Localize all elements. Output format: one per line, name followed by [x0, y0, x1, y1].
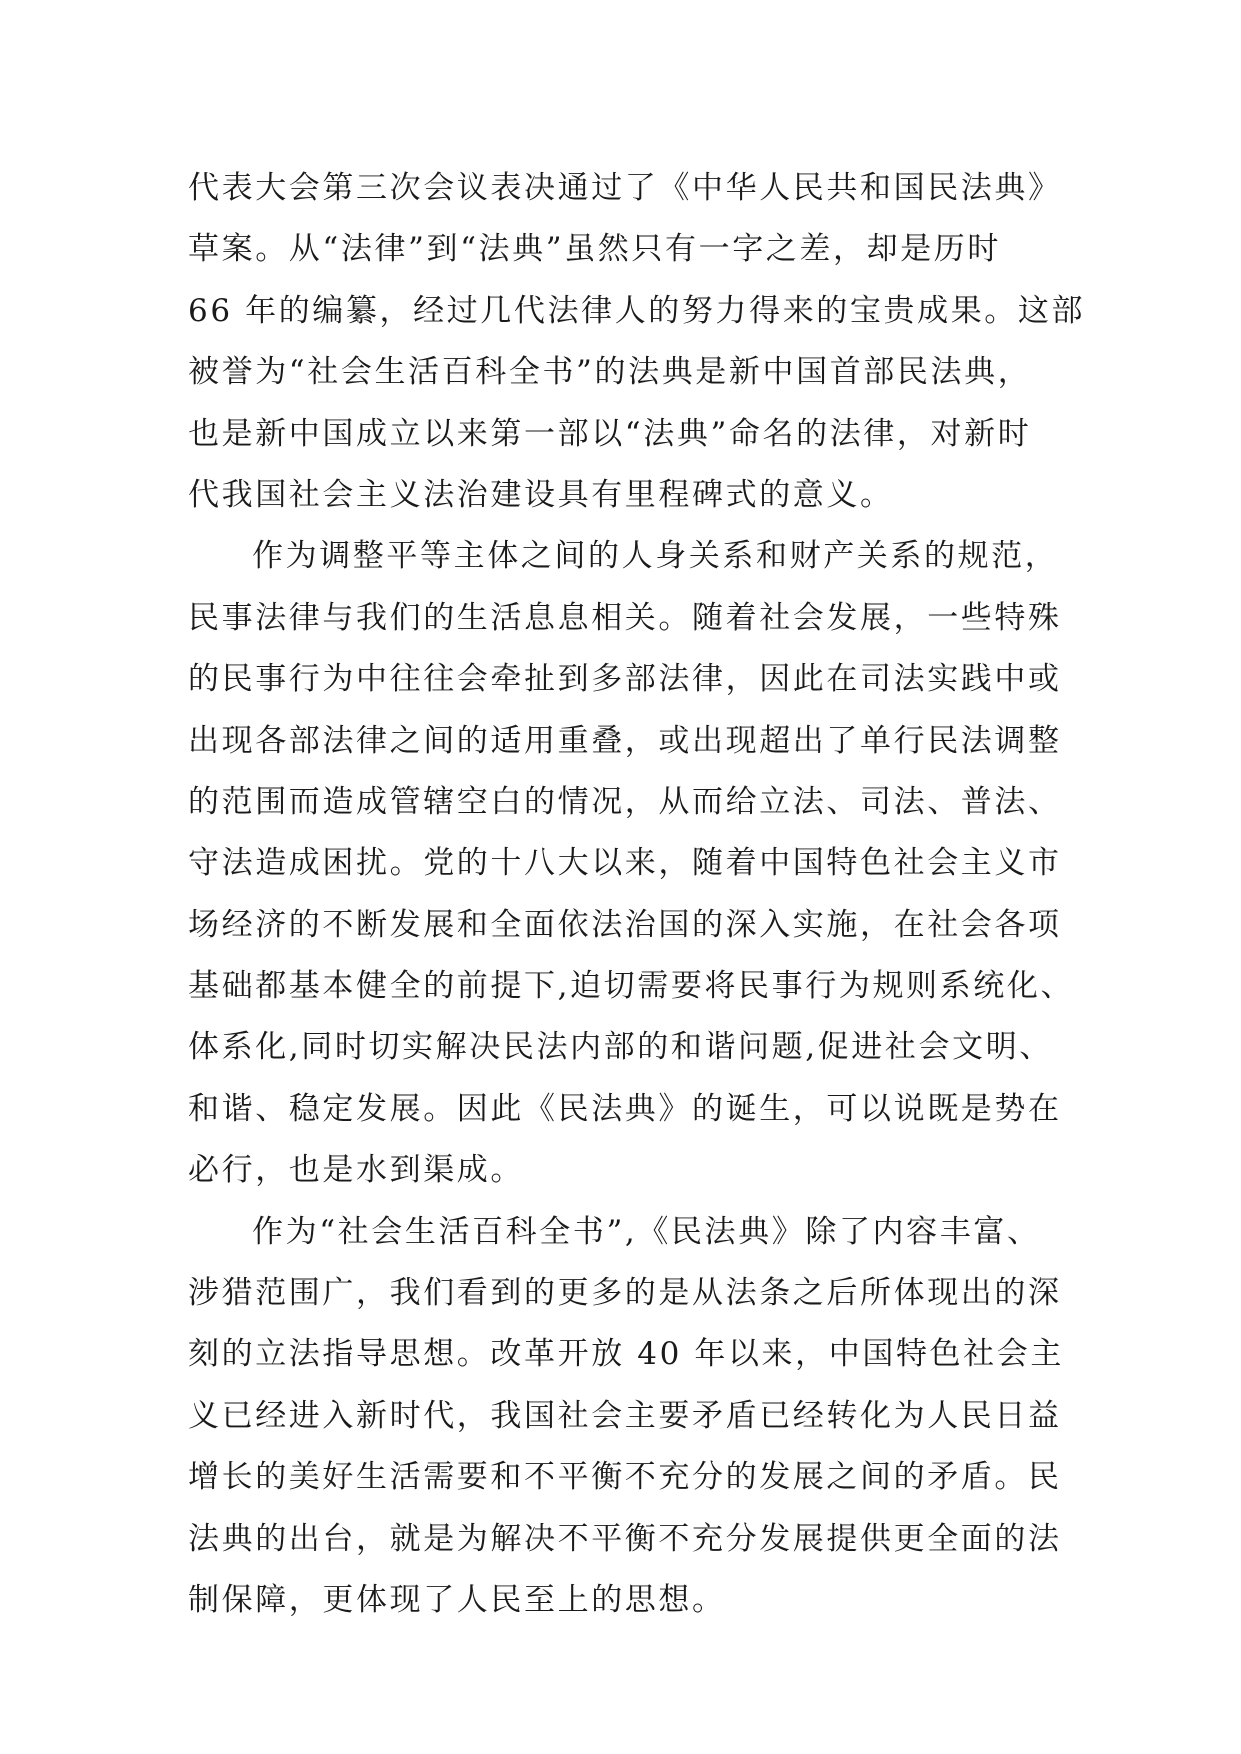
text-line: 民事法律与我们的生活息息相关。随着社会发展，一些特殊 [188, 599, 1062, 636]
text-line: 基础都基本健全的前提下,迫切需要将民事行为规则系统化、 [188, 968, 1075, 1005]
text-line: 代我国社会主义法治建设具有里程碑式的意义。 [188, 476, 894, 513]
text-line: 制保障，更体现了人民至上的思想。 [188, 1581, 726, 1618]
paragraph-first-line: 作为“社会生活百科全书”,《民法典》除了内容丰富、 [252, 1213, 1041, 1250]
text-line: 的范围而造成管辖空白的情况，从而给立法、司法、普法、 [188, 783, 1062, 820]
text-line: 和谐、稳定发展。因此《民法典》的诞生，可以说既是势在 [188, 1090, 1062, 1127]
text-line: 增长的美好生活需要和不平衡不充分的发展之间的矛盾。民 [188, 1459, 1062, 1496]
document-body [188, 158, 1086, 1631]
text-line: 草案。从“法律”到“法典”虽然只有一字之差，却是历时 [188, 231, 1001, 268]
text-line: 涉猎范围广，我们看到的更多的是从法条之后所体现出的深 [188, 1275, 1062, 1312]
text-line: 义已经进入新时代，我国社会主要矛盾已经转化为人民日益 [188, 1397, 1062, 1434]
text-line: 必行，也是水到渠成。 [188, 1152, 524, 1189]
text-line: 出现各部法律之间的适用重叠，或出现超出了单行民法调整 [188, 722, 1062, 759]
text-line: 守法造成困扰。党的十八大以来，随着中国特色社会主义市 [188, 845, 1062, 882]
text-line: 法典的出台，就是为解决不平衡不充分发展提供更全面的法 [188, 1520, 1062, 1557]
text-line: 场经济的不断发展和全面依法治国的深入实施，在社会各项 [188, 906, 1062, 943]
text-line: 66 年的编纂，经过几代法律人的努力得来的宝贵成果。这部 [188, 292, 1086, 329]
text-line: 也是新中国成立以来第一部以“法典”命名的法律，对新时 [188, 415, 1032, 452]
text-line: 体系化,同时切实解决民法内部的和谐问题,促进社会文明、 [188, 1029, 1053, 1066]
text-line: 被誉为“社会生活百科全书”的法典是新中国首部民法典， [188, 354, 1032, 391]
text-line: 代表大会第三次会议表决通过了《中华人民共和国民法典》 [188, 170, 1062, 206]
text-line: 的民事行为中往往会牵扯到多部法律，因此在司法实践中或 [188, 661, 1062, 698]
paragraph-first-line: 作为调整平等主体之间的人身关系和财产关系的规范， [252, 538, 1059, 575]
text-line: 刻的立法指导思想。改革开放 40 年以来，中国特色社会主 [188, 1336, 1064, 1373]
